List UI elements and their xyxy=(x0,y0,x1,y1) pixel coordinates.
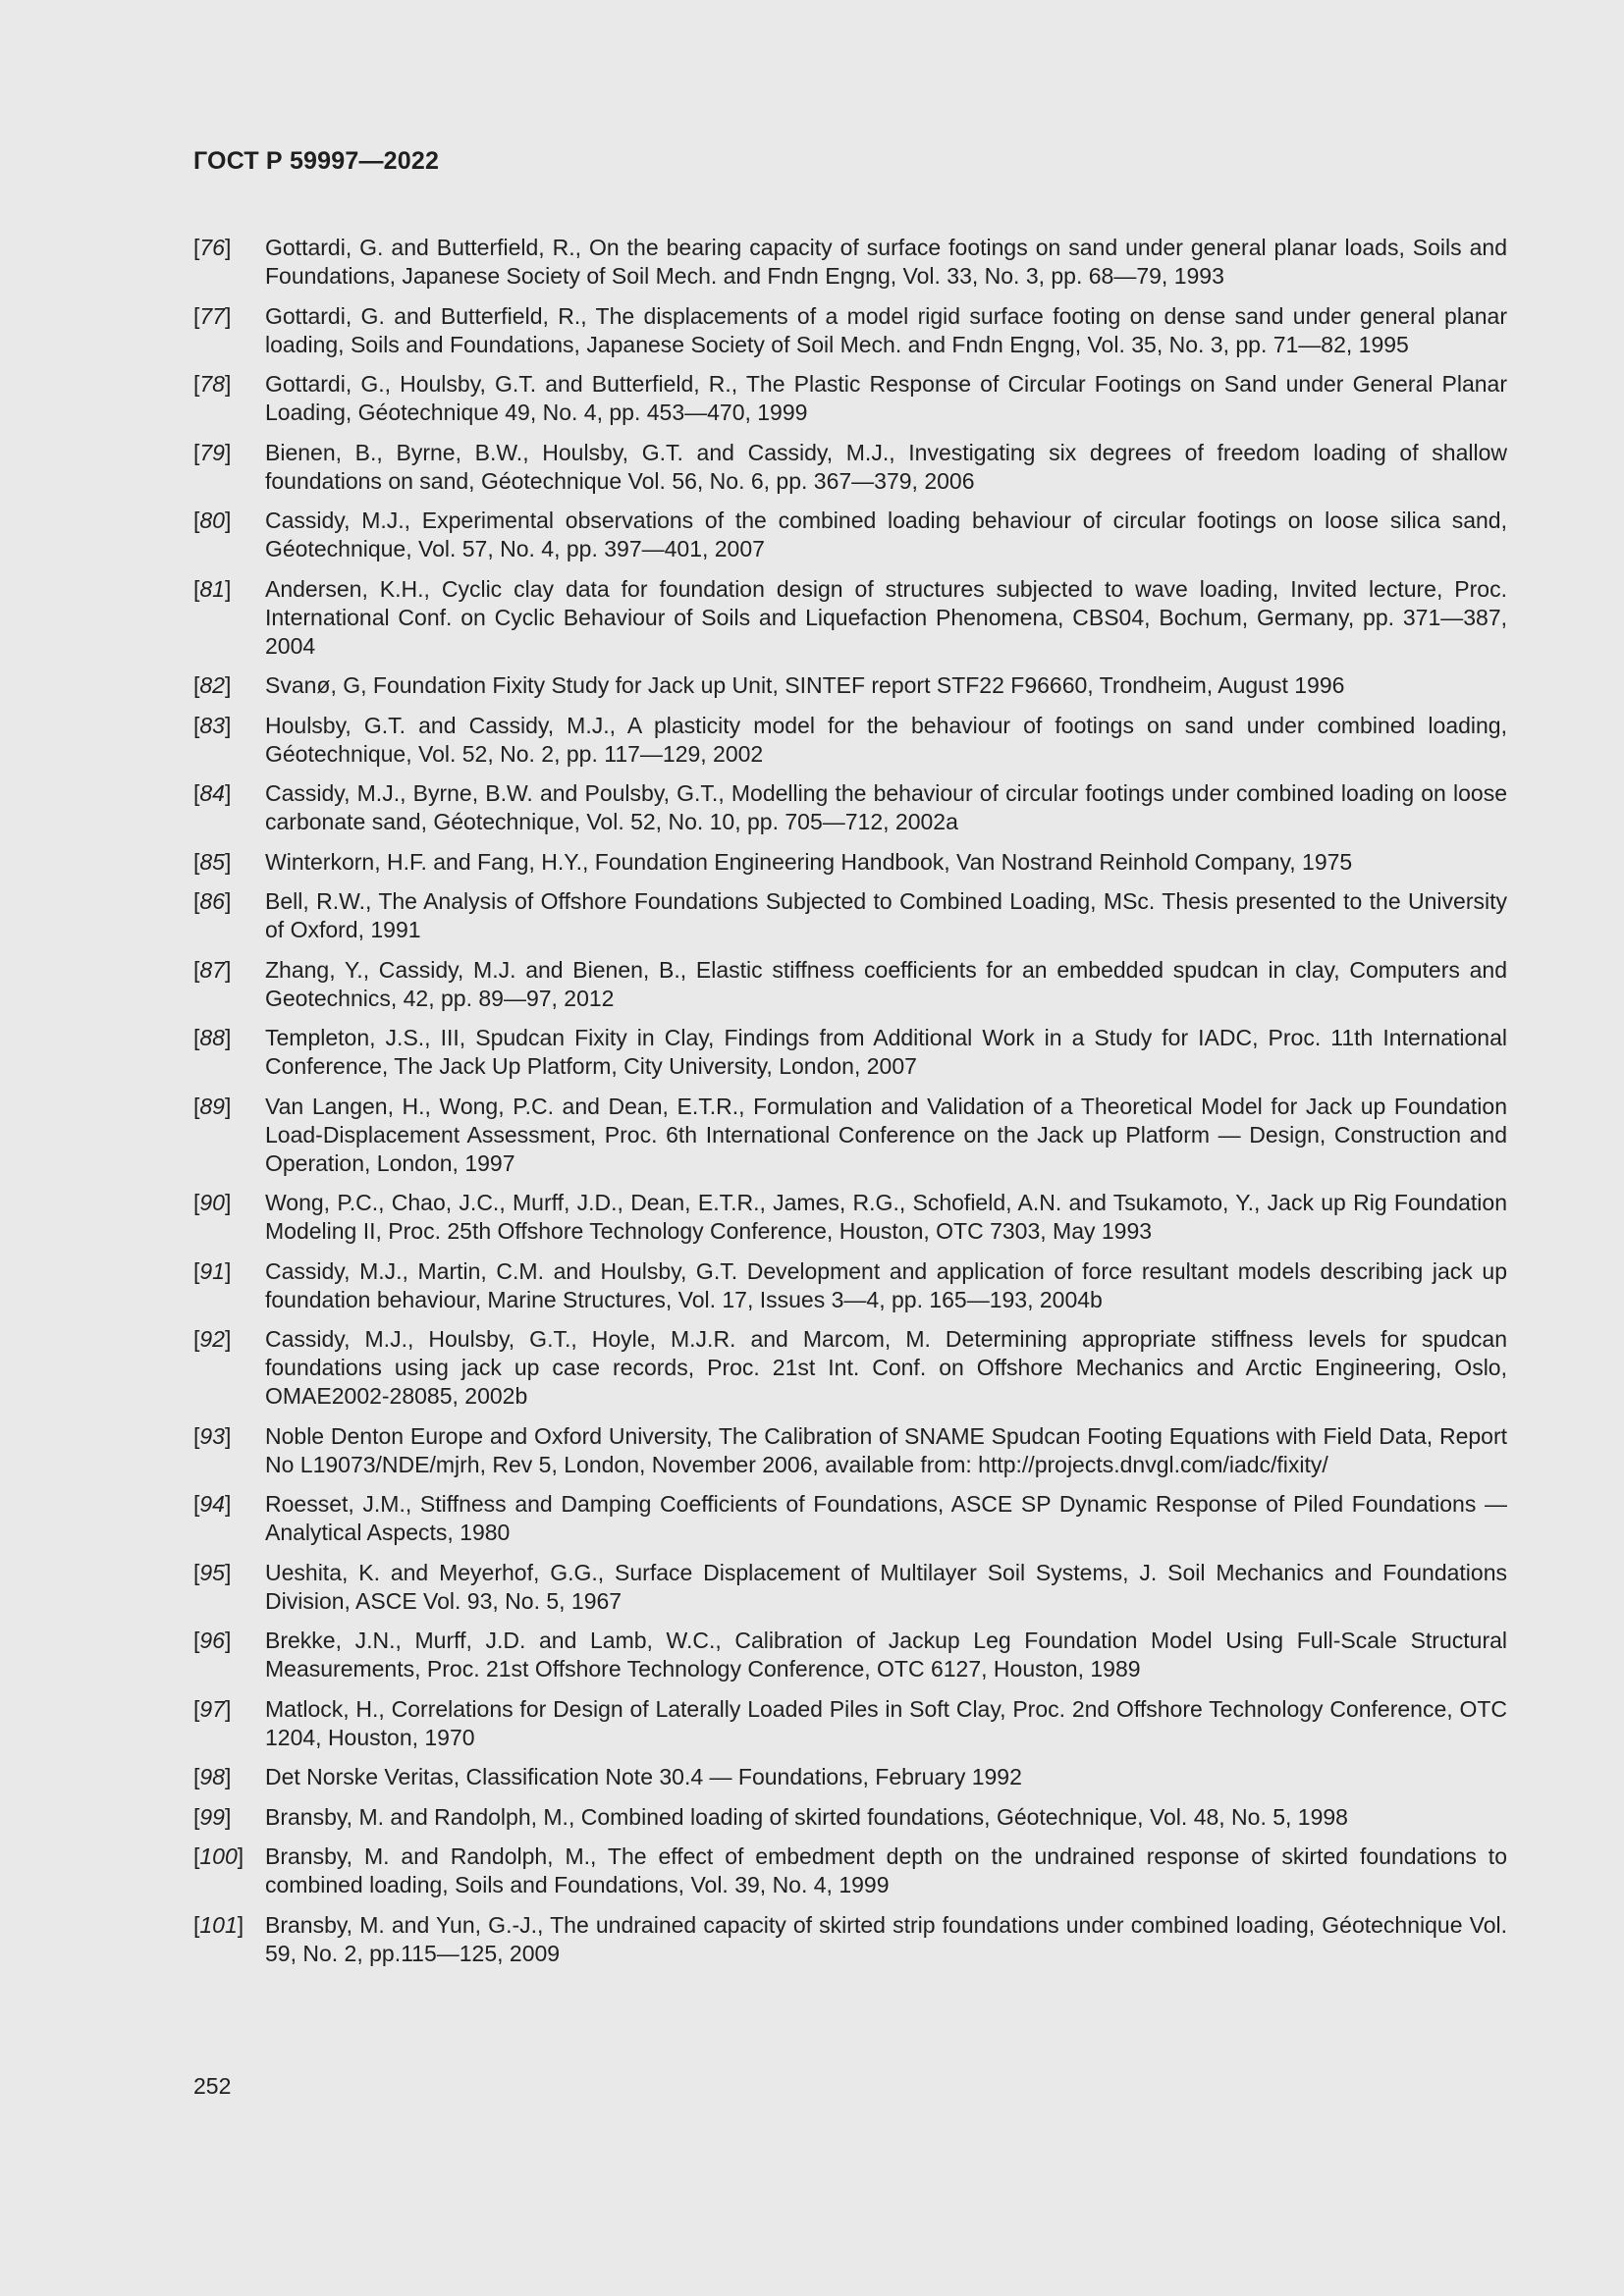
reference-text: Cassidy, M.J., Byrne, B.W. and Poulsby, G.T., Modelling the behaviour of circular footings under combined loading on loose carbonate sand, Géotechnique, Vol. 52, No. 10, pp. 705—712, 2002a xyxy=(265,780,1507,834)
reference-number-value: 93 xyxy=(199,1422,225,1449)
reference-number-value: 101 xyxy=(199,1911,238,1938)
reference-item xyxy=(193,1842,1507,1899)
reference-text: Roesset, J.M., Stiffness and Damping Coefficients of Foundations, ASCE SP Dynamic Response of Piled Foundations — Analytical Aspects, 1980 xyxy=(265,1491,1507,1545)
reference-number: [86] xyxy=(193,888,232,914)
reference-item xyxy=(193,1695,1507,1752)
reference-text: Bransby, M. and Yun, G.-J., The undrained capacity of skirted strip foundations under combined loading, Géotechnique Vol. 59, No. 2, pp.115—125, 2009 xyxy=(265,1911,1507,1966)
reference-text: Cassidy, M.J., Martin, C.M. and Houlsby, G.T. Development and application of force resultant models describing jack up foundation behaviour, Marine Structures, Vol. 17, Issues 3—4, pp. 165—193, 2004b xyxy=(265,1257,1507,1312)
reference-text: Wong, P.C., Chao, J.C., Murff, J.D., Dean, E.T.R., James, R.G., Schofield, A.N. and Tsukamoto, Y., Jack up Rig Foundation Modeling II, Proc. 25th Offshore Technology Conference, Houston, OTC 7303, May 1993 xyxy=(265,1190,1507,1244)
reference-text: Winterkorn, H.F. and Fang, H.Y., Foundation Engineering Handbook, Van Nostrand Reinhold Company, 1975 xyxy=(265,848,1353,875)
reference-number: [98] xyxy=(193,1764,232,1789)
reference-number: [79] xyxy=(193,439,232,465)
reference-number: [77] xyxy=(193,302,232,329)
reference-number-value: 76 xyxy=(199,235,225,260)
reference-text: Cassidy, M.J., Experimental observations of the combined loading behaviour of circular footings on loose silica sand, Géotechnique, Vol. 57, No. 4, pp. 397—401, 2007 xyxy=(265,507,1507,561)
reference-item xyxy=(193,887,1507,944)
reference-number-value: 99 xyxy=(199,1803,225,1830)
reference-item xyxy=(193,1559,1507,1616)
reference-number: [99] xyxy=(193,1803,232,1830)
reference-number: [87] xyxy=(193,956,232,983)
reference-number-value: 88 xyxy=(199,1025,225,1050)
reference-text: Det Norske Veritas, Classification Note 30.4 — Foundations, February 1992 xyxy=(265,1764,1022,1789)
reference-number: [78] xyxy=(193,371,232,397)
reference-text: Bell, R.W., The Analysis of Offshore Foundations Subjected to Combined Loading, MSc. Thesis presented to the University of Oxford, 1991 xyxy=(265,888,1507,942)
reference-number: [100] xyxy=(193,1843,244,1869)
reference-item xyxy=(193,1024,1507,1081)
reference-text: Gottardi, G., Houlsby, G.T. and Butterfield, R., The Plastic Response of Circular Footings on Sand under General Planar Loading, Géotechnique 49, No. 4, pp. 453—470, 1999 xyxy=(265,371,1507,425)
reference-item xyxy=(193,370,1507,427)
reference-text: Houlsby, G.T. and Cassidy, M.J., A plasticity model for the behaviour of footings on sand under combined loading, Géotechnique, Vol. 52, No. 2, pp. 117—129, 2002 xyxy=(265,712,1507,767)
reference-number: [81] xyxy=(193,575,232,602)
reference-number-value: 92 xyxy=(199,1326,225,1352)
reference-text: Brekke, J.N., Murff, J.D. and Lamb, W.C., Calibration of Jackup Leg Foundation Model Using Full-Scale Structural Measurements, Proc. 21st Offshore Technology Conference, OTC 6127, Houston, 1989 xyxy=(265,1628,1507,1682)
reference-item xyxy=(193,956,1507,1013)
reference-number-value: 94 xyxy=(199,1491,225,1517)
reference-item xyxy=(193,234,1507,291)
reference-text: Cassidy, M.J., Houlsby, G.T., Hoyle, M.J.R. and Marcom, M. Determining appropriate stiffness levels for spudcan foundations using jack up case records, Proc. 21st Int. Conf. on Offshore Mechanics and Arctic Engineering, Oslo, OMAE2002-28085, 2002b xyxy=(265,1326,1507,1409)
reference-number: [88] xyxy=(193,1025,232,1050)
reference-list xyxy=(193,234,1507,1979)
reference-number: [90] xyxy=(193,1190,232,1215)
reference-number-value: 96 xyxy=(199,1628,225,1653)
reference-text: Van Langen, H., Wong, P.C. and Dean, E.T.R., Formulation and Validation of a Theoretical Model for Jack up Foundation Load-Displacement Assessment, Proc. 6th International Conference on the Jack up Platform — Design, Construction and Operation, London, 1997 xyxy=(265,1093,1507,1176)
reference-text: Andersen, K.H., Cyclic clay data for foundation design of structures subjected to wave loading, Invited lecture, Proc. International Conf. on Cyclic Behaviour of Soils and Liquefaction Phenomena, CBS04, Bochum, Germany, pp. 371—387, 2004 xyxy=(265,575,1507,659)
reference-number-value: 78 xyxy=(199,371,225,397)
reference-number: [95] xyxy=(193,1559,232,1585)
reference-number: [101] xyxy=(193,1911,244,1938)
reference-number-value: 89 xyxy=(199,1093,225,1119)
reference-text: Zhang, Y., Cassidy, M.J. and Bienen, B., Elastic stiffness coefficients for an embedded spudcan in clay, Computers and Geotechnics, 42, pp. 89—97, 2012 xyxy=(265,956,1507,1011)
reference-number: [83] xyxy=(193,712,232,738)
reference-number: [94] xyxy=(193,1491,232,1517)
reference-number-value: 81 xyxy=(199,575,225,602)
reference-number: [89] xyxy=(193,1093,232,1119)
reference-number: [91] xyxy=(193,1257,232,1284)
reference-text: Bienen, B., Byrne, B.W., Houlsby, G.T. and Cassidy, M.J., Investigating six degrees of freedom loading of shallow foundations on sand, Géotechnique Vol. 56, No. 6, pp. 367—379, 2006 xyxy=(265,439,1507,494)
reference-item xyxy=(193,671,1507,700)
reference-number-value: 98 xyxy=(199,1764,225,1789)
reference-item xyxy=(193,1189,1507,1246)
reference-number: [96] xyxy=(193,1628,232,1653)
reference-text: Bransby, M. and Randolph, M., Combined loading of skirted foundations, Géotechnique, Vol. 48, No. 5, 1998 xyxy=(265,1803,1348,1830)
reference-number: [85] xyxy=(193,848,232,875)
reference-item xyxy=(193,1803,1507,1832)
reference-item xyxy=(193,1325,1507,1411)
reference-number: [93] xyxy=(193,1422,232,1449)
reference-item xyxy=(193,1763,1507,1791)
reference-number: [92] xyxy=(193,1326,232,1352)
reference-text: Templeton, J.S., III, Spudcan Fixity in Clay, Findings from Additional Work in a Study for IADC, Proc. 11th International Conference, The Jack Up Platform, City University, London, 2007 xyxy=(265,1025,1507,1079)
reference-number: [82] xyxy=(193,672,232,698)
reference-number-value: 80 xyxy=(199,507,225,533)
reference-item xyxy=(193,302,1507,359)
reference-item xyxy=(193,712,1507,769)
reference-item xyxy=(193,848,1507,877)
reference-text: Ueshita, K. and Meyerhof, G.G., Surface Displacement of Multilayer Soil Systems, J. Soil Mechanics and Foundations Division, ASCE Vol. 93, No. 5, 1967 xyxy=(265,1559,1507,1614)
reference-number-value: 87 xyxy=(199,956,225,983)
reference-number: [84] xyxy=(193,780,232,806)
reference-number-value: 85 xyxy=(199,848,225,875)
reference-number-value: 83 xyxy=(199,712,225,738)
reference-number-value: 79 xyxy=(199,439,225,465)
reference-item xyxy=(193,1627,1507,1683)
reference-number: [97] xyxy=(193,1695,232,1722)
reference-number-value: 82 xyxy=(199,672,225,698)
reference-number-value: 95 xyxy=(199,1559,225,1585)
reference-item xyxy=(193,1911,1507,1968)
reference-item xyxy=(193,1257,1507,1314)
reference-item xyxy=(193,1490,1507,1547)
reference-number: [76] xyxy=(193,235,232,260)
reference-item xyxy=(193,507,1507,563)
reference-item xyxy=(193,439,1507,496)
reference-text: Svanø, G, Foundation Fixity Study for Jack up Unit, SINTEF report STF22 F96660, Trondheim, August 1996 xyxy=(265,672,1345,698)
reference-text: Matlock, H., Correlations for Design of Laterally Loaded Piles in Soft Clay, Proc. 2nd Offshore Technology Conference, OTC 1204, Houston, 1970 xyxy=(265,1695,1507,1750)
reference-item xyxy=(193,575,1507,661)
reference-number-value: 77 xyxy=(199,302,225,329)
reference-number-value: 90 xyxy=(199,1190,225,1215)
reference-text: Gottardi, G. and Butterfield, R., On the bearing capacity of surface footings on sand under general planar loads, Soils and Foundations, Japanese Society of Soil Mech. and Fndn Engng, Vol. 33, No. 3, pp. 68—79, 1993 xyxy=(265,235,1507,289)
document-header: ГОСТ Р 59997—2022 xyxy=(193,147,440,175)
reference-number-value: 86 xyxy=(199,888,225,914)
reference-item xyxy=(193,779,1507,836)
reference-number-value: 97 xyxy=(199,1695,225,1722)
reference-number-value: 91 xyxy=(199,1257,225,1284)
page-number: 252 xyxy=(193,2073,232,2099)
reference-text: Gottardi, G. and Butterfield, R., The displacements of a model rigid surface footing on dense sand under general planar loading, Soils and Foundations, Japanese Society of Soil Mech. and Fndn Engng, Vol. 35, No. 3, pp. 71—82, 1995 xyxy=(265,302,1507,357)
reference-item xyxy=(193,1422,1507,1479)
reference-item xyxy=(193,1093,1507,1178)
reference-text: Bransby, M. and Randolph, M., The effect of embedment depth on the undrained response of skirted foundations to combined loading, Soils and Foundations, Vol. 39, No. 4, 1999 xyxy=(265,1843,1507,1897)
reference-number-value: 84 xyxy=(199,780,225,806)
reference-text: Noble Denton Europe and Oxford University, The Calibration of SNAME Spudcan Footing Equations with Field Data, Report No L19073/NDE/mjrh, Rev 5, London, November 2006, available from: http://projects.dnvgl.com/iadc/fixity/ xyxy=(265,1422,1507,1477)
reference-number: [80] xyxy=(193,507,232,533)
reference-number-value: 100 xyxy=(199,1843,238,1869)
